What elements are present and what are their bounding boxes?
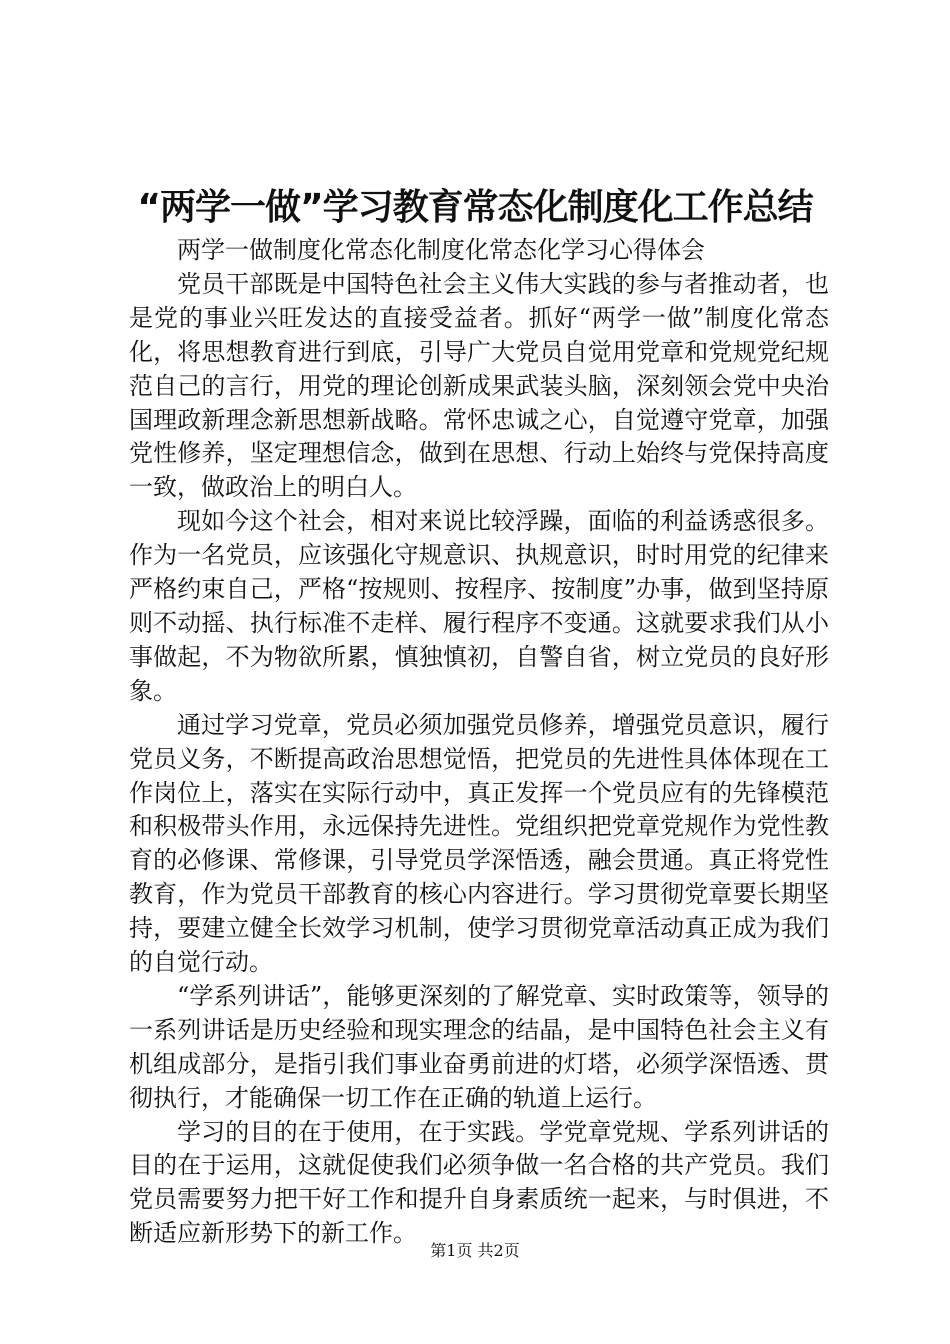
paragraph: 学习的目的在于使用，在于实践。学党章党规、学系列讲话的目的在于运用，这就促使我们必须争做一名合格的共产党员。我们党员需要努力把干好工作和提升自身素质统一起来，与时俱进，不断适应新形势下的新工作。 xyxy=(129,1117,829,1248)
paragraph-subtitle: 两学一做制度化常态化制度化常态化学习心得体会 xyxy=(177,236,705,264)
paragraph: “学系列讲话”，能够更深刻的了解党章、实时政策等，领导的一系列讲话是历史经验和现实理念的结晶，是中国特色社会主义有机组成部分，是指引我们事业奋勇前进的灯塔，必须学深悟透、贯彻执行，才能确保一切工作在正确的轨道上运行。 xyxy=(129,981,829,1112)
paragraph: 通过学习党章，党员必须加强党员修养，增强党员意识，履行党员义务，不断提高政治思想觉悟，把党员的先进性具体体现在工作岗位上，落实在实际行动中，真正发挥一个党员应有的先锋模范和积极带头作用，永远保持先进性。党组织把党章党规作为党性教育的必修课、常修课，引导党员学深悟透，融会贯通。真正将党性教育，作为党员干部教育的核心内容进行。学习贯彻党章要长期坚持，要建立健全长效学习机制，使学习贯彻党章活动真正成为我们的自觉行动。 xyxy=(129,710,829,977)
page-number-footer: 第1页 共2页 xyxy=(430,1241,520,1260)
paragraph: 现如今这个社会，相对来说比较浮躁，面临的利益诱惑很多。作为一名党员，应该强化守规意识、执规意识，时时用党的纪律来严格约束自己，严格“按规则、按程序、按制度”办事，做到坚持原则不动摇、执行标准不走样、履行程序不变通。这就要求我们从小事做起，不为物欲所累，慎独慎初，自警自省，树立党员的良好形象。 xyxy=(129,507,829,705)
paragraph: 党员干部既是中国特色社会主义伟大实践的参与者推动者，也是党的事业兴旺发达的直接受益者。抓好“两学一做”制度化常态化，将思想教育进行到底，引导广大党员自觉用党章和党规党纪规范自己的言行，用党的理论创新成果武装头脑，深刻领会党中央治国理政新理念新思想新战略。常怀忠诚之心，自觉遵守党章，加强党性修养，坚定理想信念，做到在思想、行动上始终与党保持高度一致，做政治上的明白人。 xyxy=(129,269,829,502)
document-body xyxy=(129,234,829,1251)
document-title: “两学一做”学习教育常态化制度化工作总结 xyxy=(137,187,813,228)
